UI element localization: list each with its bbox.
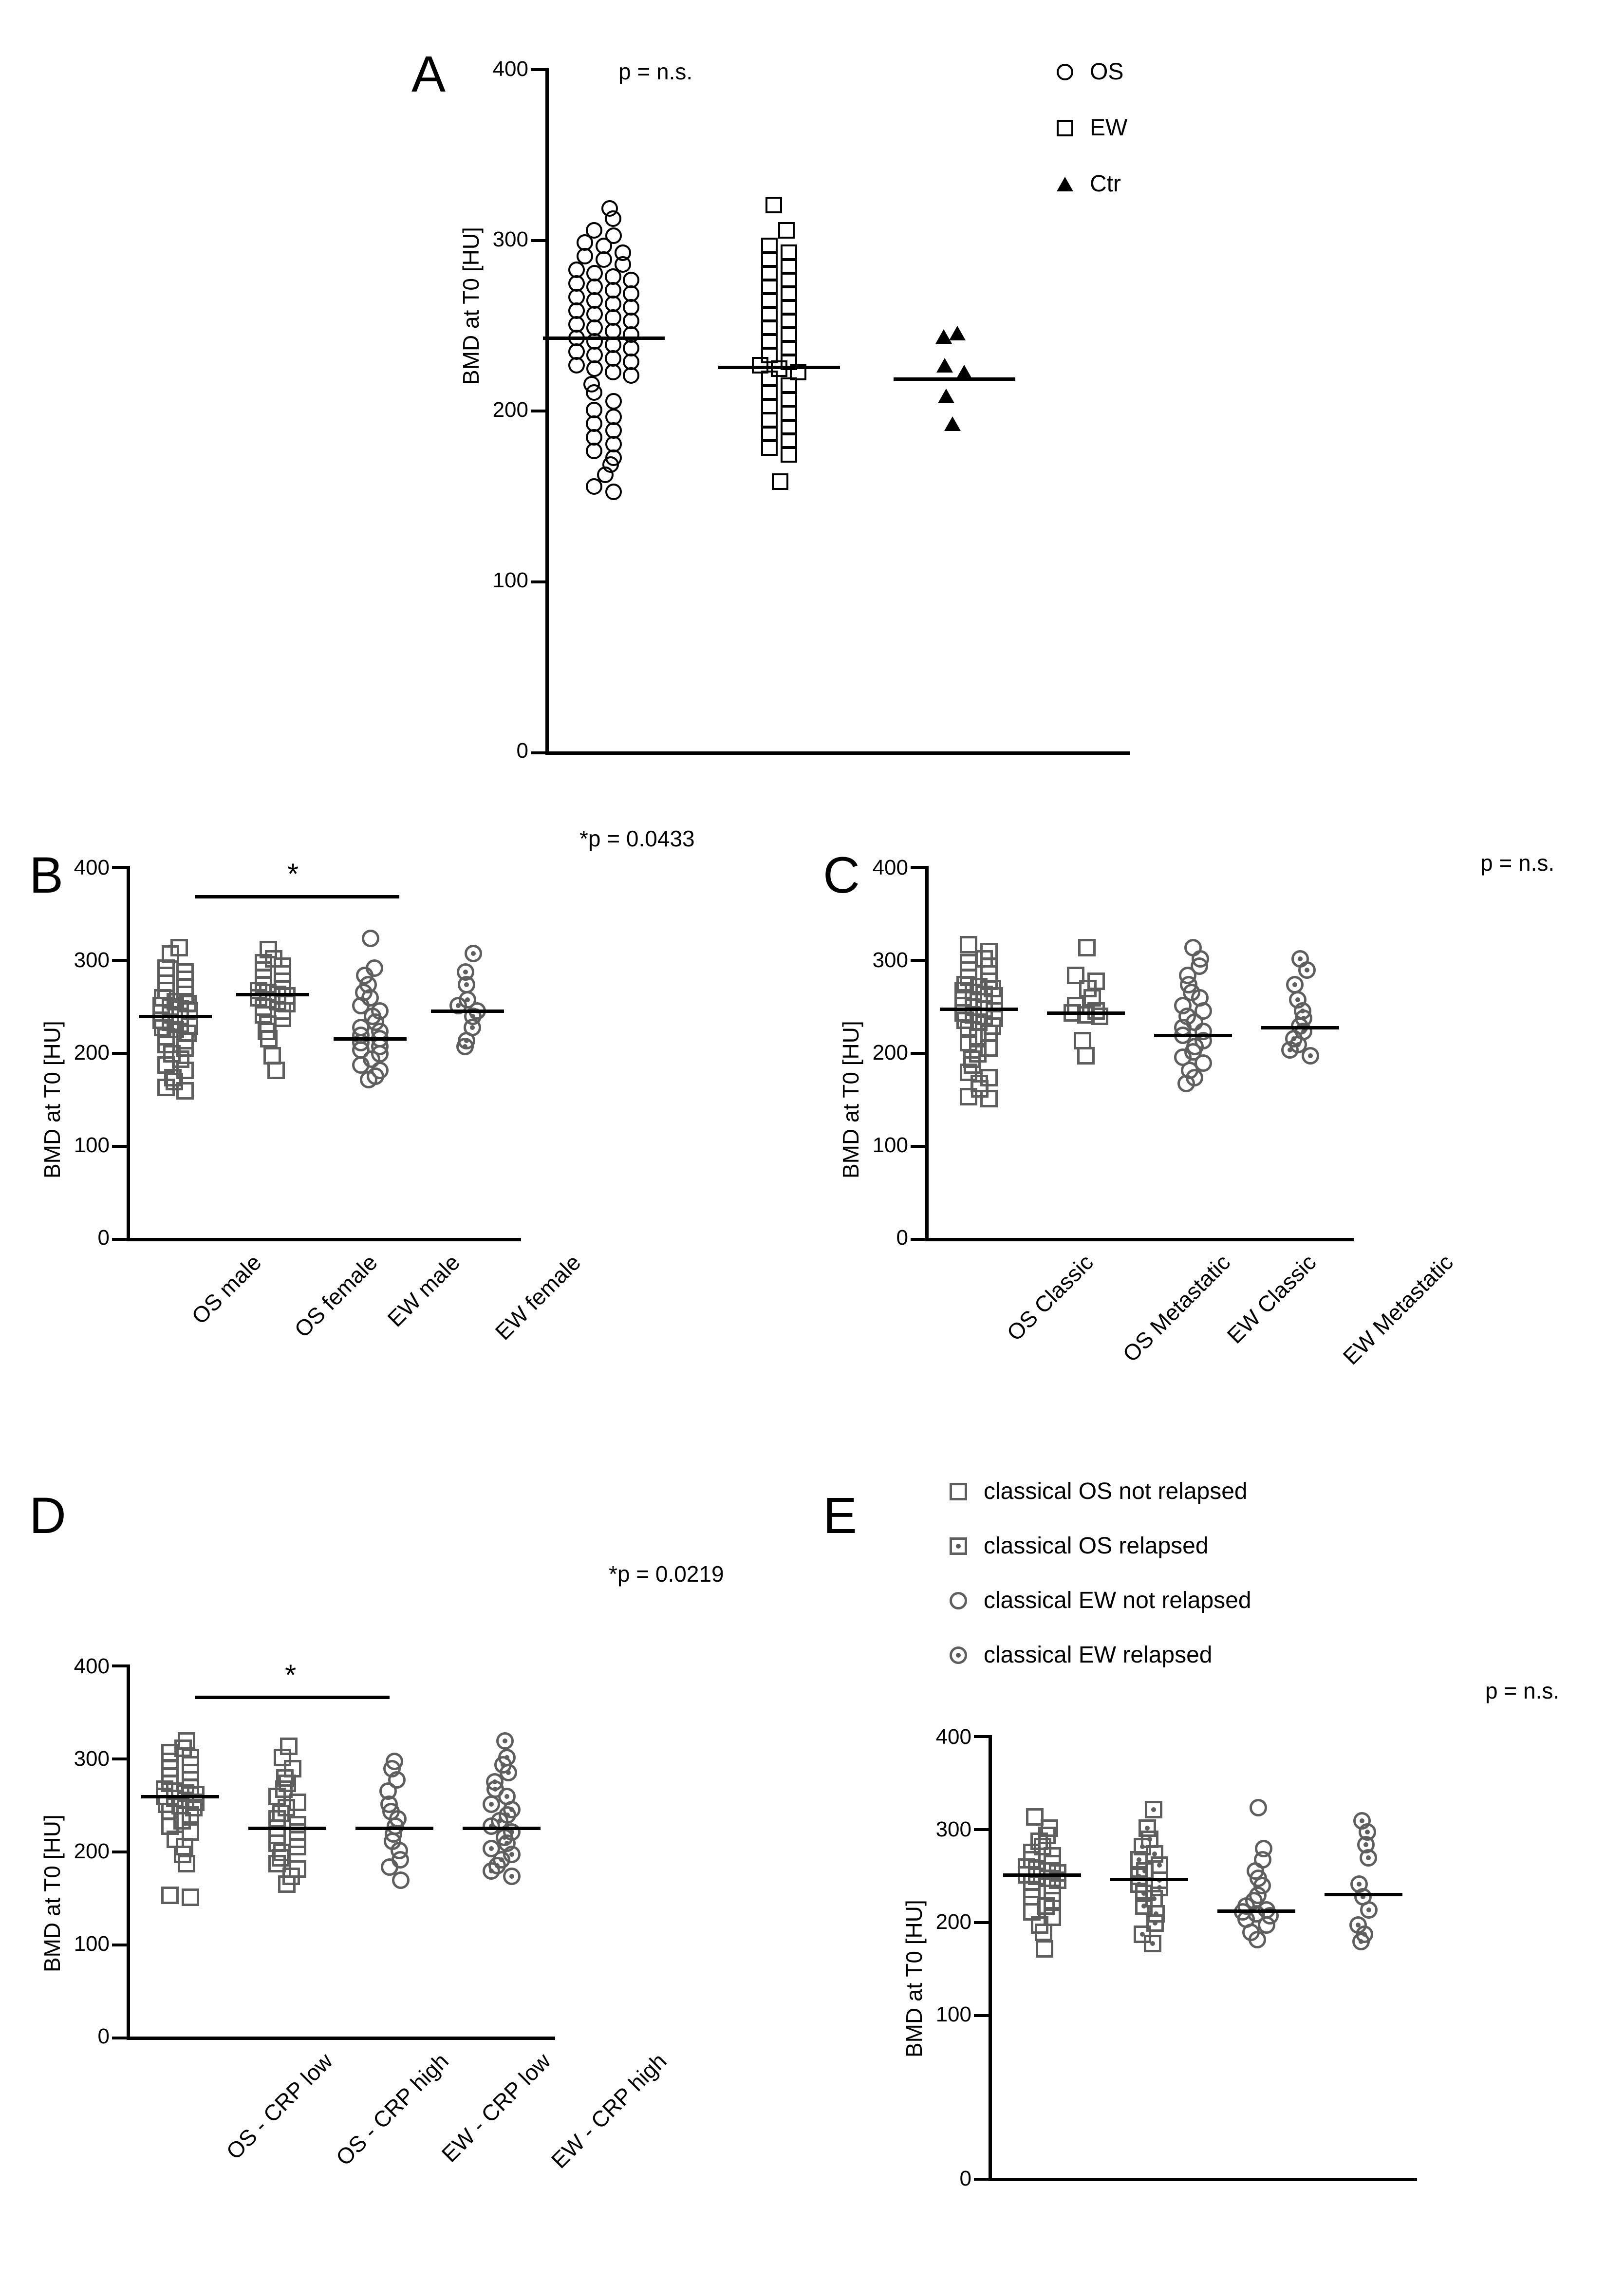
panel-d-ytick-200: 200 xyxy=(74,1839,110,1863)
data-point xyxy=(1144,1935,1161,1952)
panel-e-plot-area xyxy=(989,1735,1417,2107)
data-point xyxy=(362,930,379,947)
data-point xyxy=(483,1862,500,1880)
panel-c-plot-area xyxy=(925,866,1354,1238)
data-point xyxy=(465,945,482,962)
panel-a-tick-300 xyxy=(531,239,546,242)
data-point xyxy=(278,1875,296,1893)
mean-line xyxy=(141,1795,219,1798)
panel-b-ytick-300: 300 xyxy=(74,948,110,972)
mean-line xyxy=(1110,1878,1188,1881)
panel-c-ytick-400: 400 xyxy=(872,856,908,879)
data-point xyxy=(360,1071,377,1088)
panel-e-ytick-300: 300 xyxy=(935,1817,971,1841)
data-point xyxy=(935,329,952,344)
data-point xyxy=(1298,961,1316,979)
data-point xyxy=(605,364,621,380)
data-point xyxy=(1249,1931,1266,1948)
panel-e-legend-row-3 xyxy=(950,1642,1213,1668)
data-point xyxy=(778,222,795,239)
panel-d-tick-400 xyxy=(112,1664,128,1667)
data-point xyxy=(980,1090,998,1107)
panel-a-ytick-400: 400 xyxy=(492,57,528,81)
data-point xyxy=(392,1871,410,1889)
panel-b-significance-star: * xyxy=(287,858,299,890)
panel-b-tick-100 xyxy=(112,1145,128,1148)
data-point xyxy=(1091,1008,1108,1025)
panel-a-ylabel: BMD at T0 [HU] xyxy=(458,227,484,385)
panel-d-tick-300 xyxy=(112,1757,128,1760)
data-point xyxy=(944,416,961,431)
data-point xyxy=(765,197,782,213)
panel-e-pvalue: p = n.s. xyxy=(1485,1678,1560,1703)
data-point xyxy=(936,358,953,373)
panel-d-x-axis xyxy=(127,2037,555,2040)
panel-e-tick-100 xyxy=(974,2014,989,2017)
panel-d-ytick-400: 400 xyxy=(74,1654,110,1678)
data-point xyxy=(1302,1047,1319,1065)
data-point xyxy=(586,360,603,377)
panel-b-xtick-1: OS female xyxy=(289,1249,382,1343)
data-point xyxy=(1145,1801,1162,1818)
panel-c-xtick-2: EW Classic xyxy=(1222,1249,1321,1348)
mean-line xyxy=(543,337,665,340)
panel-a-letter: A xyxy=(411,46,446,103)
data-point xyxy=(761,439,778,456)
panel-e-ytick-400: 400 xyxy=(935,1725,971,1749)
panel-c-ylabel: BMD at T0 [HU] xyxy=(838,1021,863,1178)
panel-b-plot-area xyxy=(127,866,521,1238)
panel-e-letter: E xyxy=(823,1487,858,1544)
panel-b-tick-400 xyxy=(112,866,128,869)
data-point xyxy=(1036,1940,1053,1958)
panel-e-tick-0 xyxy=(974,2178,989,2181)
panel-a-pvalue: p = n.s. xyxy=(618,59,693,84)
data-point xyxy=(1352,1933,1370,1950)
panel-e-legend-label-0: classical OS not relapsed xyxy=(984,1478,1248,1504)
data-point xyxy=(503,1868,521,1885)
panel-d-xtick-1: OS - CRP high xyxy=(331,2048,453,2171)
panel-e-legend-label-1: classical OS relapsed xyxy=(984,1533,1209,1559)
mean-line xyxy=(1047,1011,1125,1015)
panel-d-xtick-3: EW - CRP high xyxy=(546,2048,672,2173)
panel-e-ytick-200: 200 xyxy=(935,1910,971,1934)
panel-c-pvalue: p = n.s. xyxy=(1480,850,1555,876)
panel-a-legend-label-ew: EW xyxy=(1090,115,1128,141)
data-point xyxy=(1077,1047,1095,1065)
panel-e-legend-row-2 xyxy=(950,1587,1251,1614)
panel-a-tick-100 xyxy=(531,580,546,583)
panel-a-tick-400 xyxy=(531,68,546,71)
panel-b-ylabel: BMD at T0 [HU] xyxy=(39,1021,65,1178)
panel-d-xtick-2: EW - CRP low xyxy=(436,2048,556,2167)
panel-d-pvalue: *p = 0.0219 xyxy=(609,1561,724,1587)
circle-dot-icon xyxy=(950,1646,967,1664)
panel-a-ytick-0: 0 xyxy=(516,739,528,763)
panel-a-tick-0 xyxy=(531,751,546,754)
data-point xyxy=(586,478,602,495)
data-point xyxy=(1250,1799,1267,1816)
panel-e-legend-row-0 xyxy=(950,1478,1248,1505)
panel-e-tick-400 xyxy=(974,1735,989,1738)
panel-d-significance-star: * xyxy=(285,1659,297,1691)
data-point xyxy=(1078,939,1096,956)
panel-d-ytick-300: 300 xyxy=(74,1747,110,1771)
mean-line xyxy=(1261,1026,1339,1029)
data-point xyxy=(586,384,602,401)
data-point xyxy=(483,1795,500,1813)
panel-c-tick-300 xyxy=(911,959,926,962)
panel-e-ytick-0: 0 xyxy=(959,2167,971,2190)
mean-line xyxy=(355,1827,433,1830)
panel-a xyxy=(0,0,1624,804)
panel-b-xtick-3: EW female xyxy=(490,1249,586,1345)
panel-d-tick-100 xyxy=(112,1944,128,1946)
panel-c-xtick-1: OS Metastatic xyxy=(1118,1249,1235,1367)
panel-c-tick-400 xyxy=(911,866,926,869)
panel-a-plot-area xyxy=(545,68,1130,751)
panel-b-xtick-0: OS male xyxy=(187,1249,266,1329)
panel-e-legend-label-2: classical EW not relapsed xyxy=(984,1588,1251,1613)
panel-b-pvalue: *p = 0.0433 xyxy=(579,826,695,851)
mean-line xyxy=(139,1015,212,1018)
panel-c-tick-200 xyxy=(911,1052,926,1055)
data-point xyxy=(1035,1924,1052,1941)
panel-c-ytick-300: 300 xyxy=(872,948,908,972)
panel-e xyxy=(803,1456,1624,2281)
panel-c-tick-100 xyxy=(911,1145,926,1148)
panel-c-xtick-3: EW Metastatic xyxy=(1338,1249,1458,1370)
data-point xyxy=(605,484,622,500)
data-point xyxy=(456,1038,474,1055)
data-point xyxy=(176,1082,194,1100)
panel-c-letter: C xyxy=(823,847,860,904)
data-point xyxy=(178,1855,195,1872)
panel-a-legend-label-os: OS xyxy=(1090,59,1124,85)
panel-b-tick-300 xyxy=(112,959,128,962)
mean-line xyxy=(718,366,840,369)
panel-b-tick-0 xyxy=(112,1238,128,1241)
mean-line xyxy=(431,1010,504,1013)
panel-b-x-axis xyxy=(127,1238,521,1241)
panel-d-letter: D xyxy=(29,1487,66,1544)
panel-d-ytick-0: 0 xyxy=(97,2024,110,2048)
mean-line xyxy=(940,1008,1018,1011)
mean-line xyxy=(894,377,1015,381)
panel-b-ytick-100: 100 xyxy=(74,1133,110,1157)
data-point xyxy=(289,1838,306,1855)
data-point xyxy=(568,357,585,374)
panel-d-tick-0 xyxy=(112,2037,128,2039)
panel-d-plot-area xyxy=(127,1664,555,2037)
panel-b-ytick-200: 200 xyxy=(74,1041,110,1065)
panel-b-ytick-400: 400 xyxy=(74,856,110,879)
data-point xyxy=(960,1088,977,1105)
panel-a-ytick-200: 200 xyxy=(492,398,528,422)
panel-e-tick-200 xyxy=(974,1921,989,1924)
panel-b-xtick-2: EW male xyxy=(382,1249,465,1332)
data-point xyxy=(1360,1849,1377,1867)
data-point xyxy=(772,473,788,490)
mean-line xyxy=(1325,1893,1402,1896)
data-point xyxy=(1360,1901,1378,1919)
mean-line xyxy=(236,993,309,996)
panel-c-tick-0 xyxy=(911,1238,926,1241)
mean-line xyxy=(1154,1034,1232,1037)
mean-line xyxy=(463,1827,541,1830)
panel-d-xtick-0: OS - CRP low xyxy=(221,2048,337,2165)
panel-d xyxy=(0,1456,828,2281)
data-point xyxy=(161,1887,179,1904)
panel-e-legend-label-3: classical EW relapsed xyxy=(984,1642,1213,1668)
panel-a-ytick-300: 300 xyxy=(492,227,528,251)
mean-line xyxy=(248,1827,326,1830)
mean-line xyxy=(334,1037,407,1041)
data-point xyxy=(605,393,622,410)
panel-c-ytick-100: 100 xyxy=(872,1133,908,1157)
panel-b xyxy=(0,808,803,1417)
panel-a-tick-200 xyxy=(531,410,546,412)
panel-e-tick-300 xyxy=(974,1828,989,1831)
panel-b-ytick-0: 0 xyxy=(97,1226,110,1250)
square-gray-icon xyxy=(950,1483,967,1500)
panel-a-legend-label-ctr: Ctr xyxy=(1090,171,1121,197)
data-point xyxy=(267,1062,285,1079)
panel-e-ytick-100: 100 xyxy=(935,2002,971,2026)
panel-e-x-axis xyxy=(989,2178,1417,2181)
data-point xyxy=(623,367,639,384)
panel-b-tick-200 xyxy=(112,1052,128,1055)
data-point xyxy=(938,389,954,403)
data-point xyxy=(496,1732,514,1750)
panel-e-ylabel: BMD at T0 [HU] xyxy=(901,1900,927,2057)
circle-gray-icon xyxy=(950,1592,967,1609)
panel-d-ylabel: BMD at T0 [HU] xyxy=(39,1814,65,1972)
mean-line xyxy=(1003,1873,1081,1877)
data-point xyxy=(1281,1041,1299,1059)
panel-d-tick-200 xyxy=(112,1851,128,1853)
data-point xyxy=(182,1888,199,1906)
panel-b-letter: B xyxy=(29,847,64,904)
panel-e-legend-row-1 xyxy=(950,1533,1209,1559)
data-point xyxy=(157,1079,175,1096)
panel-c-x-axis xyxy=(925,1238,1354,1241)
panel-a-ytick-100: 100 xyxy=(492,568,528,592)
square-dot-icon xyxy=(950,1537,967,1555)
panel-a-x-axis xyxy=(545,751,1130,755)
panel-c-ytick-0: 0 xyxy=(896,1226,908,1250)
data-point xyxy=(605,210,621,227)
panel-d-ytick-100: 100 xyxy=(74,1932,110,1956)
data-point xyxy=(781,446,797,463)
mean-line xyxy=(1217,1909,1295,1913)
panel-c-ytick-200: 200 xyxy=(872,1041,908,1065)
panel-c xyxy=(803,808,1624,1417)
data-point xyxy=(260,1030,278,1047)
data-point xyxy=(586,443,602,459)
data-point xyxy=(1177,1075,1195,1092)
panel-c-xtick-0: OS Classic xyxy=(1002,1249,1098,1346)
